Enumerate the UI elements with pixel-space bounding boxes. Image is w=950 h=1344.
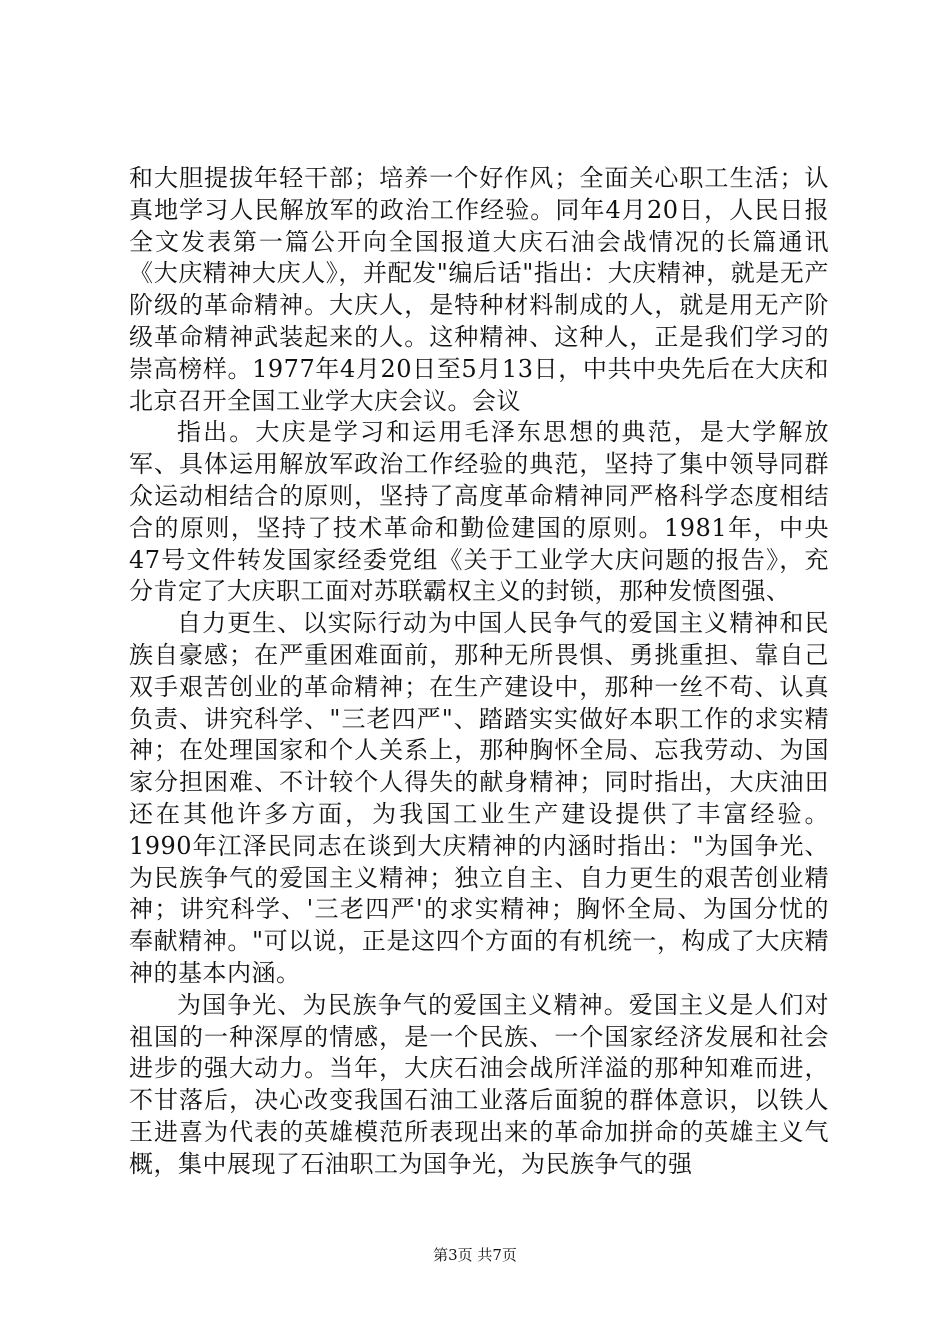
paragraph-4: 为国争光、为民族争气的爱国主义精神。爱国主义是人们对祖国的一种深厚的情感，是一个民族、一个国家经济发展和社会进步的强大动力。当年，大庆石油会战所洋溢的那种知难而进，不甘落后，决心改变我国石油工业落后面貌的群体意识，以铁人王进喜为代表的英雄模范所表现出来的革命加拼命的英雄主义气概，集中展现了石油职工为国争光，为民族争气的强 [129, 990, 829, 1178]
page-number-footer: 第3页 共7页 [433, 1246, 517, 1264]
paragraph-3: 自力更生、以实际行动为中国人民争气的爱国主义精神和民族自豪感；在严重困难面前，那种无所畏惧、勇挑重担、靠自己双手艰苦创业的革命精神；在生产建设中，那种一丝不苟、认真负责、讲究科学、"三老四严"、踏踏实实做好本职工作的求实精神；在处理国家和个人关系上，那种胸怀全局、忘我劳动、为国家分担困难、不计较个人得失的献身精神；同时指出，大庆油田还在其他许多方面，为我国工业生产建设提供了丰富经验。1990年江泽民同志在谈到大庆精神的内涵时指出："为国争光、为民族争气的爱国主义精神；独立自主、自力更生的艰苦创业精神；讲究科学、'三老四严'的求实精神；胸怀全局、为国分忧的奉献精神。"可以说，正是这四个方面的有机统一，构成了大庆精神的基本内涵。 [129, 609, 829, 987]
document-body [129, 163, 829, 1181]
paragraph-2: 指出。大庆是学习和运用毛泽东思想的典范，是大学解放军、具体运用解放军政治工作经验的典范，坚持了集中领导同群众运动相结合的原则，坚持了高度革命精神同严格科学态度相结合的原则，坚持了技术革命和勤俭建国的原则。1981年，中央47号文件转发国家经委党组《关于工业学大庆问题的报告》，充分肯定了大庆职工面对苏联霸权主义的封锁，那种发愤图强、 [129, 418, 829, 606]
paragraph-1: 和大胆提拔年轻干部；培养一个好作风；全面关心职工生活；认真地学习人民解放军的政治工作经验。同年4月20日，人民日报全文发表第一篇公开向全国报道大庆石油会战情况的长篇通讯《大庆精神大庆人》，并配发"编后话"指出：大庆精神，就是无产阶级的革命精神。大庆人，是特种材料制成的人，就是用无产阶级革命精神武装起来的人。这种精神、这种人，正是我们学习的崇高榜样。1977年4月20日至5月13日，中共中央先后在大庆和北京召开全国工业学大庆会议。会议 [129, 164, 829, 415]
